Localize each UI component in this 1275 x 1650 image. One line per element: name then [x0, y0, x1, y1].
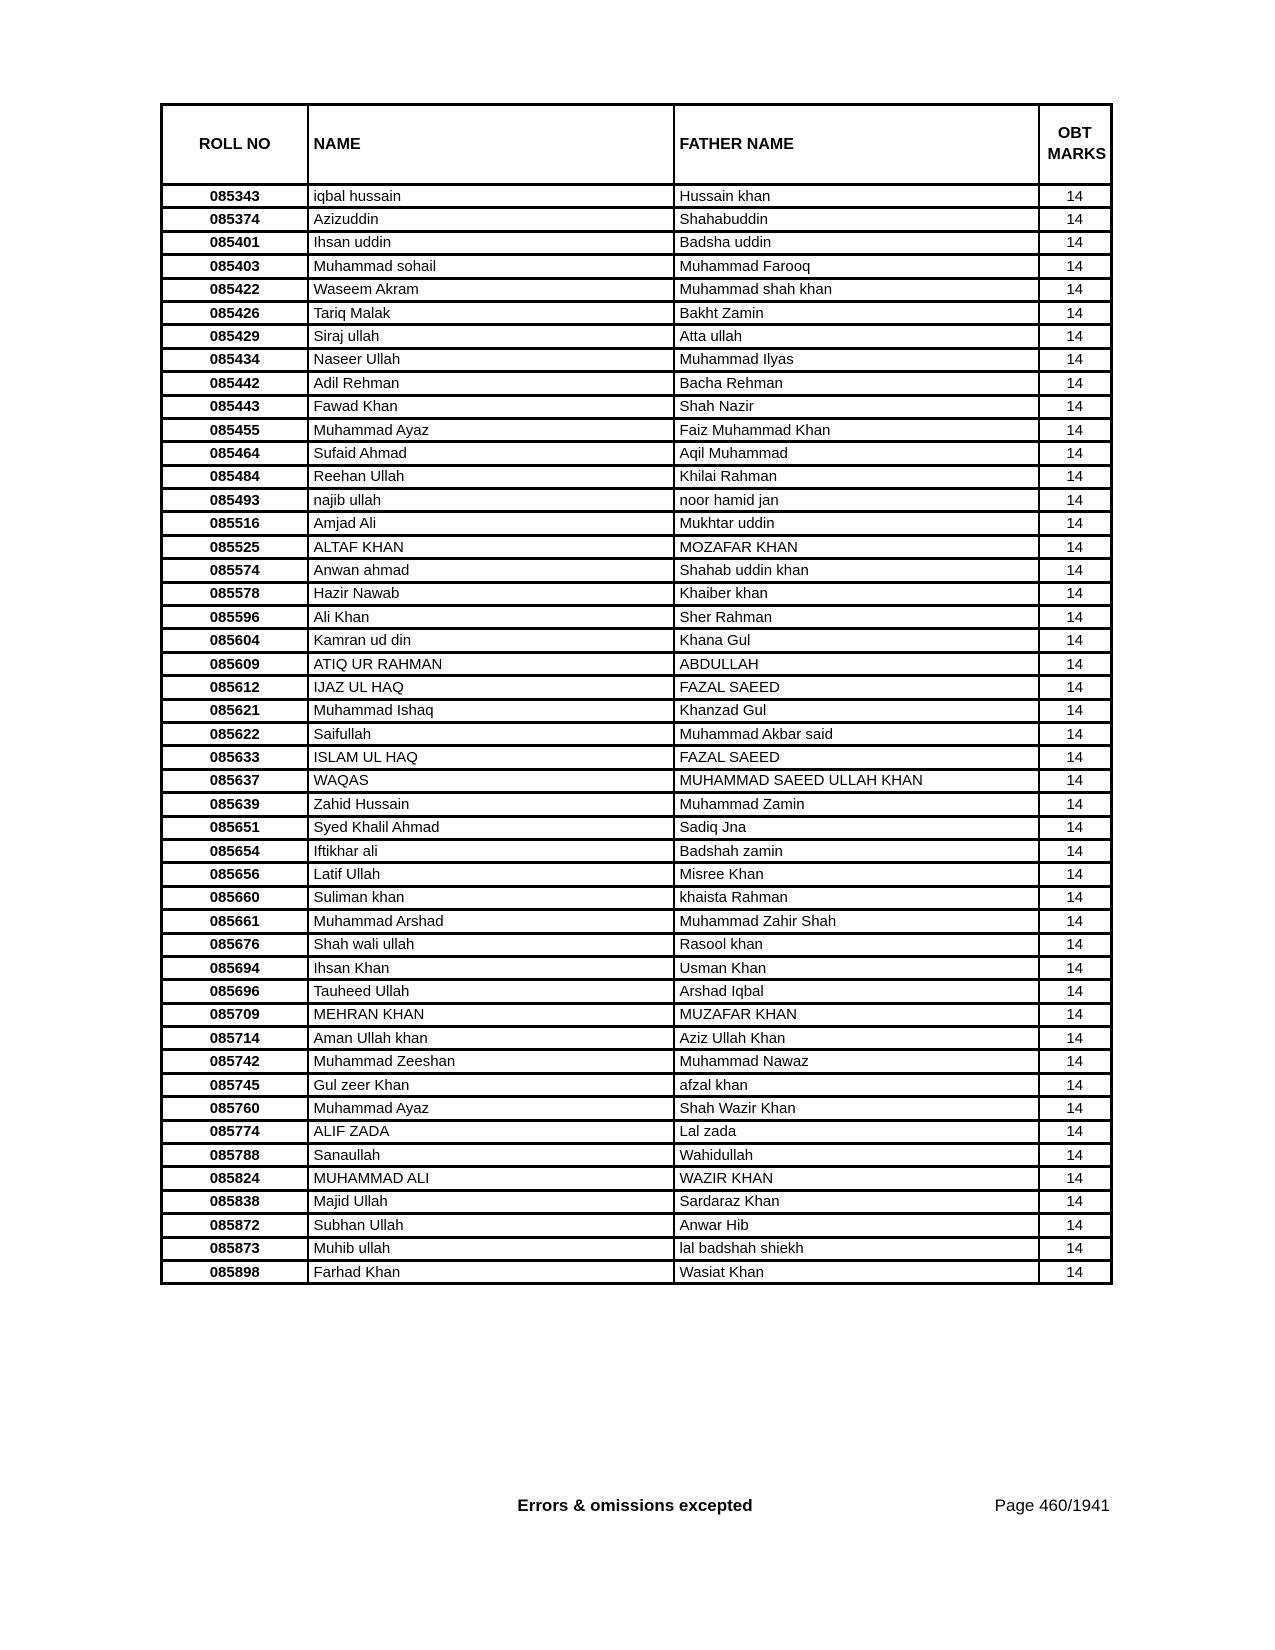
name-cell: Azizuddin	[308, 208, 674, 231]
obt-marks-cell: 14	[1039, 208, 1112, 231]
roll-cell: 085745	[162, 1073, 308, 1096]
name-cell: WAQAS	[308, 769, 674, 792]
table-row	[162, 395, 1112, 418]
table-row	[162, 372, 1112, 395]
table-row	[162, 535, 1112, 558]
table-row	[162, 980, 1112, 1003]
table-row	[162, 746, 1112, 769]
obt-marks-cell: 14	[1039, 301, 1112, 324]
table-row	[162, 606, 1112, 629]
obt-marks-cell: 14	[1039, 512, 1112, 535]
obt-marks-cell: 14	[1039, 255, 1112, 278]
roll-cell: 085838	[162, 1190, 308, 1213]
obt-marks-cell: 14	[1039, 863, 1112, 886]
table-row	[162, 348, 1112, 371]
roll-cell: 085426	[162, 301, 308, 324]
table-row	[162, 629, 1112, 652]
name-cell: Subhan Ullah	[308, 1214, 674, 1237]
obt-marks-cell: 14	[1039, 769, 1112, 792]
roll-cell: 085442	[162, 372, 308, 395]
roll-cell: 085873	[162, 1237, 308, 1260]
table-row	[162, 1097, 1112, 1120]
obt-marks-cell: 14	[1039, 325, 1112, 348]
obt-marks-cell: 14	[1039, 465, 1112, 488]
name-cell: Tariq Malak	[308, 301, 674, 324]
father-name-cell: ABDULLAH	[674, 652, 1039, 675]
obt-marks-cell: 14	[1039, 1027, 1112, 1050]
father-name-cell: Khanzad Gul	[674, 699, 1039, 722]
roll-cell: 085709	[162, 1003, 308, 1026]
roll-cell: 085661	[162, 910, 308, 933]
roll-cell: 085676	[162, 933, 308, 956]
name-cell: MEHRAN KHAN	[308, 1003, 674, 1026]
father-name-cell: WAZIR KHAN	[674, 1167, 1039, 1190]
table-row	[162, 325, 1112, 348]
father-name-cell: Khana Gul	[674, 629, 1039, 652]
obt-marks-cell: 14	[1039, 185, 1112, 208]
father-name-cell: khaista Rahman	[674, 886, 1039, 909]
roll-cell: 085714	[162, 1027, 308, 1050]
name-cell: Muhammad Ishaq	[308, 699, 674, 722]
table-row	[162, 582, 1112, 605]
footer-page-number: Page 460/1941	[994, 1496, 1110, 1515]
roll-cell: 085612	[162, 676, 308, 699]
name-cell: Ali Khan	[308, 606, 674, 629]
father-name-cell: Faiz Muhammad Khan	[674, 418, 1039, 441]
name-cell: Muhammad Zeeshan	[308, 1050, 674, 1073]
roll-cell: 085760	[162, 1097, 308, 1120]
table-row	[162, 489, 1112, 512]
father-name-cell: FAZAL SAEED	[674, 676, 1039, 699]
obt-marks-cell: 14	[1039, 910, 1112, 933]
table-row	[162, 418, 1112, 441]
father-name-cell: Muhammad Akbar said	[674, 722, 1039, 745]
father-name-cell: Mukhtar uddin	[674, 512, 1039, 535]
roll-cell: 085596	[162, 606, 308, 629]
name-cell: Shah wali ullah	[308, 933, 674, 956]
roll-cell: 085429	[162, 325, 308, 348]
table-row	[162, 652, 1112, 675]
name-cell: Anwan ahmad	[308, 559, 674, 582]
obt-marks-cell: 14	[1039, 1190, 1112, 1213]
table-row	[162, 1167, 1112, 1190]
roll-cell: 085656	[162, 863, 308, 886]
father-name-cell: Sardaraz Khan	[674, 1190, 1039, 1213]
name-cell: Amjad Ali	[308, 512, 674, 535]
name-cell: Adil Rehman	[308, 372, 674, 395]
father-name-cell: noor hamid jan	[674, 489, 1039, 512]
roll-cell: 085609	[162, 652, 308, 675]
father-name-cell: Khilai Rahman	[674, 465, 1039, 488]
father-name-cell: Atta ullah	[674, 325, 1039, 348]
father-name-cell: Rasool khan	[674, 933, 1039, 956]
table-row	[162, 863, 1112, 886]
father-name-cell: Sadiq Jna	[674, 816, 1039, 839]
roll-cell: 085422	[162, 278, 308, 301]
father-name-cell: Hussain khan	[674, 185, 1039, 208]
father-name-cell: Shahabuddin	[674, 208, 1039, 231]
roll-cell: 085443	[162, 395, 308, 418]
name-cell: Saifullah	[308, 722, 674, 745]
table-row	[162, 255, 1112, 278]
father-name-cell: MUZAFAR KHAN	[674, 1003, 1039, 1026]
father-name-cell: Shah Wazir Khan	[674, 1097, 1039, 1120]
table-row	[162, 1190, 1112, 1213]
header-obt-marks: OBT MARKS	[1039, 105, 1112, 185]
father-name-cell: Usman Khan	[674, 956, 1039, 979]
header-father-name: FATHER NAME	[674, 105, 1039, 185]
name-cell: Majid Ullah	[308, 1190, 674, 1213]
name-cell: Naseer Ullah	[308, 348, 674, 371]
table-row	[162, 278, 1112, 301]
roll-cell: 085574	[162, 559, 308, 582]
father-name-cell: afzal khan	[674, 1073, 1039, 1096]
name-cell: Muhammad Ayaz	[308, 418, 674, 441]
father-name-cell: lal badshah shiekh	[674, 1237, 1039, 1260]
table-row	[162, 1144, 1112, 1167]
father-name-cell: Badsha uddin	[674, 231, 1039, 254]
obt-marks-cell: 14	[1039, 1144, 1112, 1167]
roll-cell: 085525	[162, 535, 308, 558]
obt-marks-cell: 14	[1039, 956, 1112, 979]
father-name-cell: Misree Khan	[674, 863, 1039, 886]
roll-cell: 085694	[162, 956, 308, 979]
table-row	[162, 910, 1112, 933]
name-cell: Muhammad Arshad	[308, 910, 674, 933]
obt-marks-cell: 14	[1039, 1214, 1112, 1237]
table-row	[162, 231, 1112, 254]
obt-marks-cell: 14	[1039, 1260, 1112, 1283]
father-name-cell: Muhammad Nawaz	[674, 1050, 1039, 1073]
roll-cell: 085516	[162, 512, 308, 535]
obt-marks-cell: 14	[1039, 839, 1112, 862]
name-cell: Sufaid Ahmad	[308, 442, 674, 465]
name-cell: ATIQ UR RAHMAN	[308, 652, 674, 675]
obt-marks-cell: 14	[1039, 1120, 1112, 1143]
obt-marks-cell: 14	[1039, 1167, 1112, 1190]
roll-cell: 085651	[162, 816, 308, 839]
roll-cell: 085622	[162, 722, 308, 745]
roll-cell: 085464	[162, 442, 308, 465]
table-row	[162, 886, 1112, 909]
father-name-cell: Arshad Iqbal	[674, 980, 1039, 1003]
father-name-cell: Sher Rahman	[674, 606, 1039, 629]
table-row	[162, 465, 1112, 488]
obt-marks-cell: 14	[1039, 606, 1112, 629]
obt-marks-cell: 14	[1039, 372, 1112, 395]
results-table	[160, 103, 1113, 1285]
father-name-cell: Bacha Rehman	[674, 372, 1039, 395]
name-cell: Fawad Khan	[308, 395, 674, 418]
table-row	[162, 301, 1112, 324]
father-name-cell: Lal zada	[674, 1120, 1039, 1143]
table-row	[162, 839, 1112, 862]
name-cell: Muhammad Ayaz	[308, 1097, 674, 1120]
father-name-cell: Shahab uddin khan	[674, 559, 1039, 582]
roll-cell: 085403	[162, 255, 308, 278]
obt-marks-cell: 14	[1039, 278, 1112, 301]
footer-disclaimer: Errors & omissions excepted	[517, 1496, 753, 1515]
table-row	[162, 699, 1112, 722]
table-row	[162, 442, 1112, 465]
obt-marks-cell: 14	[1039, 816, 1112, 839]
roll-cell: 085343	[162, 185, 308, 208]
name-cell: ISLAM UL HAQ	[308, 746, 674, 769]
name-cell: najib ullah	[308, 489, 674, 512]
roll-cell: 085824	[162, 1167, 308, 1190]
obt-marks-cell: 14	[1039, 582, 1112, 605]
obt-marks-cell: 14	[1039, 489, 1112, 512]
table-row	[162, 722, 1112, 745]
roll-cell: 085604	[162, 629, 308, 652]
table-row	[162, 1120, 1112, 1143]
roll-cell: 085742	[162, 1050, 308, 1073]
obt-marks-cell: 14	[1039, 559, 1112, 582]
page-footer	[160, 1496, 1110, 1520]
name-cell: Latif Ullah	[308, 863, 674, 886]
table-row	[162, 769, 1112, 792]
roll-cell: 085898	[162, 1260, 308, 1283]
name-cell: Syed Khalil Ahmad	[308, 816, 674, 839]
name-cell: Gul zeer Khan	[308, 1073, 674, 1096]
father-name-cell: Badshah zamin	[674, 839, 1039, 862]
obt-marks-cell: 14	[1039, 1073, 1112, 1096]
roll-cell: 085774	[162, 1120, 308, 1143]
roll-cell: 085633	[162, 746, 308, 769]
roll-cell: 085639	[162, 793, 308, 816]
obt-marks-cell: 14	[1039, 652, 1112, 675]
roll-cell: 085660	[162, 886, 308, 909]
name-cell: Ihsan Khan	[308, 956, 674, 979]
father-name-cell: Muhammad shah khan	[674, 278, 1039, 301]
name-cell: Muhib ullah	[308, 1237, 674, 1260]
obt-marks-cell: 14	[1039, 348, 1112, 371]
father-name-cell: Muhammad Farooq	[674, 255, 1039, 278]
obt-marks-cell: 14	[1039, 980, 1112, 1003]
obt-marks-cell: 14	[1039, 442, 1112, 465]
name-cell: Suliman khan	[308, 886, 674, 909]
name-cell: Muhammad sohail	[308, 255, 674, 278]
father-name-cell: FAZAL SAEED	[674, 746, 1039, 769]
name-cell: ALIF ZADA	[308, 1120, 674, 1143]
father-name-cell: Bakht Zamin	[674, 301, 1039, 324]
obt-marks-cell: 14	[1039, 676, 1112, 699]
name-cell: Waseem Akram	[308, 278, 674, 301]
header-name: NAME	[308, 105, 674, 185]
obt-marks-cell: 14	[1039, 699, 1112, 722]
father-name-cell: Aqil Muhammad	[674, 442, 1039, 465]
name-cell: Aman Ullah khan	[308, 1027, 674, 1050]
father-name-cell: Wahidullah	[674, 1144, 1039, 1167]
father-name-cell: Shah Nazir	[674, 395, 1039, 418]
father-name-cell: MUHAMMAD SAEED ULLAH KHAN	[674, 769, 1039, 792]
roll-cell: 085788	[162, 1144, 308, 1167]
roll-cell: 085872	[162, 1214, 308, 1237]
obt-marks-cell: 14	[1039, 1097, 1112, 1120]
obt-marks-cell: 14	[1039, 722, 1112, 745]
name-cell: Ihsan uddin	[308, 231, 674, 254]
father-name-cell: Muhammad Zahir Shah	[674, 910, 1039, 933]
name-cell: MUHAMMAD ALI	[308, 1167, 674, 1190]
table-row	[162, 933, 1112, 956]
name-cell: Iftikhar ali	[308, 839, 674, 862]
table-row	[162, 816, 1112, 839]
table-row	[162, 793, 1112, 816]
table-row	[162, 1237, 1112, 1260]
table-row	[162, 512, 1112, 535]
name-cell: Zahid Hussain	[308, 793, 674, 816]
roll-cell: 085484	[162, 465, 308, 488]
obt-marks-cell: 14	[1039, 535, 1112, 558]
roll-cell: 085637	[162, 769, 308, 792]
obt-marks-cell: 14	[1039, 418, 1112, 441]
roll-cell: 085374	[162, 208, 308, 231]
obt-marks-cell: 14	[1039, 886, 1112, 909]
name-cell: Hazir Nawab	[308, 582, 674, 605]
name-cell: Siraj ullah	[308, 325, 674, 348]
header-row	[162, 105, 1112, 185]
roll-cell: 085401	[162, 231, 308, 254]
roll-cell: 085696	[162, 980, 308, 1003]
table-row	[162, 185, 1112, 208]
table-row	[162, 1050, 1112, 1073]
table-row	[162, 1073, 1112, 1096]
roll-cell: 085434	[162, 348, 308, 371]
name-cell: Reehan Ullah	[308, 465, 674, 488]
father-name-cell: Khaiber khan	[674, 582, 1039, 605]
father-name-cell: Muhammad Ilyas	[674, 348, 1039, 371]
obt-marks-cell: 14	[1039, 1050, 1112, 1073]
father-name-cell: Wasiat Khan	[674, 1260, 1039, 1283]
obt-marks-cell: 14	[1039, 933, 1112, 956]
obt-marks-cell: 14	[1039, 1237, 1112, 1260]
table-row	[162, 1260, 1112, 1283]
father-name-cell: MOZAFAR KHAN	[674, 535, 1039, 558]
father-name-cell: Aziz Ullah Khan	[674, 1027, 1039, 1050]
name-cell: Kamran ud din	[308, 629, 674, 652]
obt-marks-cell: 14	[1039, 746, 1112, 769]
obt-marks-cell: 14	[1039, 395, 1112, 418]
name-cell: Sanaullah	[308, 1144, 674, 1167]
roll-cell: 085455	[162, 418, 308, 441]
roll-cell: 085654	[162, 839, 308, 862]
name-cell: ALTAF KHAN	[308, 535, 674, 558]
table-row	[162, 1027, 1112, 1050]
name-cell: IJAZ UL HAQ	[308, 676, 674, 699]
obt-marks-cell: 14	[1039, 629, 1112, 652]
name-cell: iqbal hussain	[308, 185, 674, 208]
table-row	[162, 676, 1112, 699]
father-name-cell: Muhammad Zamin	[674, 793, 1039, 816]
header-roll-no: ROLL NO	[162, 105, 308, 185]
table-row	[162, 1214, 1112, 1237]
roll-cell: 085621	[162, 699, 308, 722]
roll-cell: 085493	[162, 489, 308, 512]
table-row	[162, 1003, 1112, 1026]
table-row	[162, 956, 1112, 979]
obt-marks-cell: 14	[1039, 793, 1112, 816]
table-row	[162, 559, 1112, 582]
name-cell: Farhad Khan	[308, 1260, 674, 1283]
roll-cell: 085578	[162, 582, 308, 605]
table-row	[162, 208, 1112, 231]
father-name-cell: Anwar Hib	[674, 1214, 1039, 1237]
name-cell: Tauheed Ullah	[308, 980, 674, 1003]
obt-marks-cell: 14	[1039, 1003, 1112, 1026]
obt-marks-cell: 14	[1039, 231, 1112, 254]
